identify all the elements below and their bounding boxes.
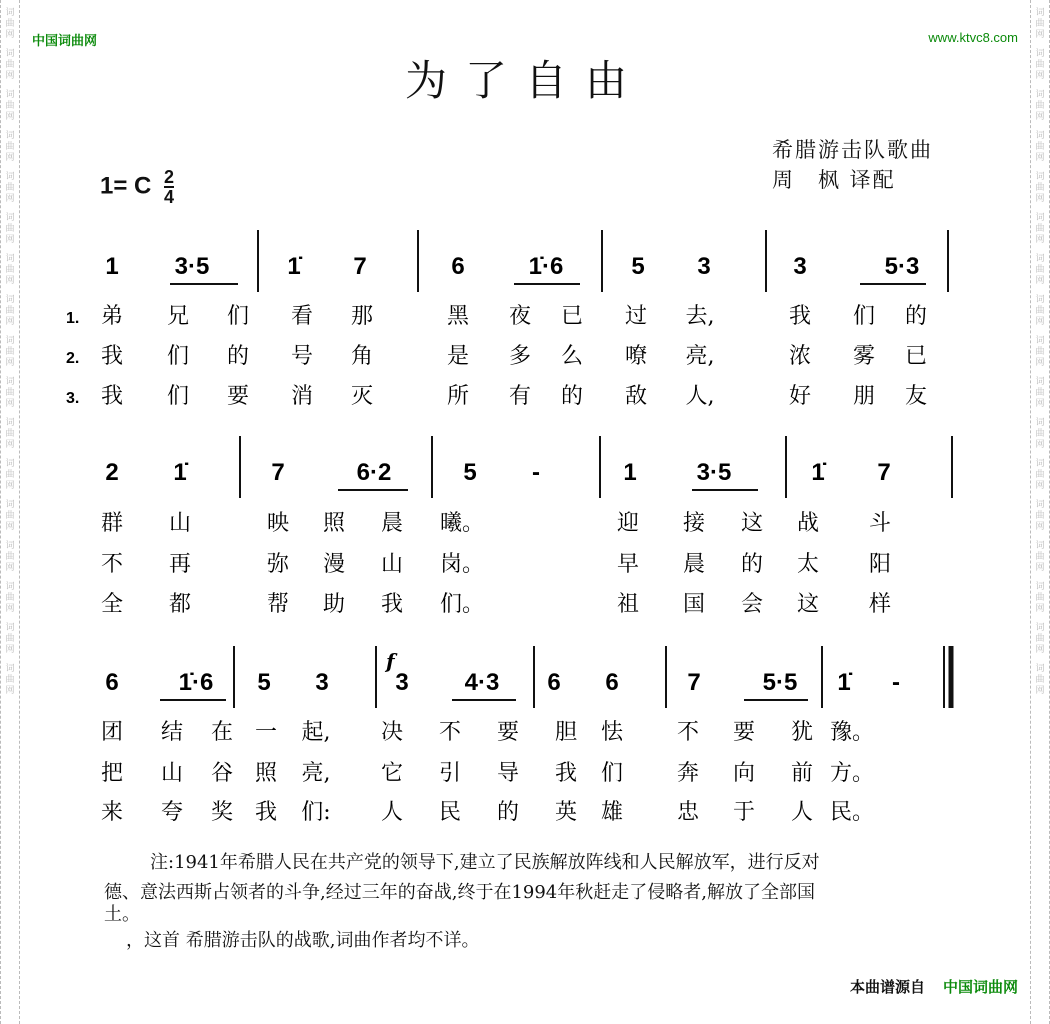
lyric-syllable: 的: [560, 384, 584, 409]
lyric-syllable: 斗: [868, 511, 892, 536]
lyric-syllable: 结: [160, 720, 184, 745]
lyric-syllable: 助: [322, 592, 346, 617]
lyric-syllable: 山: [160, 761, 184, 786]
lyric-syllable: 国: [682, 592, 706, 617]
side-watermark-text: 词 曲 网: [5, 623, 15, 655]
side-watermark-text: 词 曲 网: [1035, 377, 1045, 409]
lyric-syllable: 人: [790, 800, 814, 825]
lyric-syllable: 曦。: [439, 511, 485, 536]
lyric-syllable: 晨: [380, 511, 404, 536]
note: 1: [105, 253, 119, 280]
lyric-syllable: 团: [100, 720, 124, 745]
lyric-syllable: 向: [732, 761, 756, 786]
dynamic-mark: f: [386, 649, 395, 673]
lyric-syllable: 夸: [160, 800, 184, 825]
lyric-syllable: 的: [740, 552, 764, 577]
note: 3: [315, 669, 329, 696]
lyric-syllable: 不: [438, 720, 462, 745]
lyric-syllable: 怯: [600, 720, 624, 745]
lyric-syllable: 去,: [685, 304, 715, 329]
note: 7: [877, 459, 891, 486]
lyric-syllable: 太: [796, 552, 820, 577]
lyric-syllable: 于: [732, 800, 756, 825]
lyric-syllable: 决: [380, 720, 404, 745]
lyric-syllable: 们: [226, 304, 250, 329]
lyric-syllable: 亮,: [301, 761, 331, 786]
lyric-syllable: 要: [732, 720, 756, 745]
note: 1̇: [173, 459, 187, 486]
lyric-syllable: 夜: [508, 304, 532, 329]
source-footer: [850, 976, 1018, 997]
lyric-syllable: 的: [904, 304, 928, 329]
note: 7: [353, 253, 367, 280]
note: 6: [451, 253, 465, 280]
lyric-syllable: 所: [446, 384, 470, 409]
lyric-syllable: 忠: [676, 800, 700, 825]
side-watermark-text: 词 曲 网: [5, 254, 15, 286]
lyric-syllable: 接: [682, 511, 706, 536]
lyric-syllable: 么: [560, 344, 584, 369]
lyric-syllable: 早: [616, 552, 640, 577]
note: -: [532, 459, 540, 486]
lyric-syllable: 奔: [676, 761, 700, 786]
lyric-syllable: 照: [322, 511, 346, 536]
note: 5: [257, 669, 271, 696]
lyric-syllable: 敌: [624, 384, 648, 409]
lyric-syllable: 我: [100, 384, 124, 409]
lyric-syllable: 要: [226, 384, 250, 409]
lyric-syllable: 会: [740, 592, 764, 617]
lyric-syllable: 灭: [350, 384, 374, 409]
lyric-syllable: 民。: [829, 800, 875, 825]
note: 5·3: [884, 253, 920, 280]
note: 6: [547, 669, 561, 696]
note: 3: [697, 253, 711, 280]
lyric-syllable: 角: [350, 344, 374, 369]
lyric-syllable: 都: [168, 592, 192, 617]
side-watermark-text: 词 曲 网: [5, 213, 15, 245]
side-watermark-text: 词 曲 网: [5, 377, 15, 409]
lyric-syllable: 我: [554, 761, 578, 786]
verse-number: 1.: [66, 310, 80, 327]
lyric-syllable: 谷: [210, 761, 234, 786]
side-watermark-text: 词 曲 网: [5, 664, 15, 696]
side-watermark-text: 词 曲 网: [1035, 500, 1045, 532]
note: 3: [793, 253, 807, 280]
lyric-syllable: 奖: [210, 800, 234, 825]
lyric-syllable: 迎: [616, 511, 640, 536]
lyric-syllable: 好: [788, 384, 812, 409]
lyric-syllable: 兄: [166, 304, 190, 329]
side-watermark-text: 词 曲 网: [5, 49, 15, 81]
note: 3: [395, 669, 409, 696]
note: 1̇·6: [528, 253, 564, 280]
lyric-syllable: 山: [168, 511, 192, 536]
lyric-syllable: 号: [290, 344, 314, 369]
song-title: 为了自由: [404, 56, 645, 105]
side-watermark-text: 词 曲 网: [1035, 459, 1045, 491]
lyric-syllable: 战: [796, 511, 820, 536]
lyric-syllable: 过: [624, 304, 648, 329]
side-watermark-text: 词 曲 网: [5, 459, 15, 491]
verse-number: 3.: [66, 390, 80, 407]
lyric-syllable: 照: [254, 761, 278, 786]
lyric-syllable: 帮: [266, 592, 290, 617]
lyric-syllable: 人: [380, 800, 404, 825]
side-watermark-text: 词 曲 网: [5, 500, 15, 532]
lyric-syllable: 导: [496, 761, 520, 786]
key-text: 1= C: [100, 172, 152, 200]
note: 5: [463, 459, 477, 486]
side-watermark-text: 词 曲 网: [1035, 8, 1045, 40]
lyric-syllable: 们: [166, 344, 190, 369]
lyric-syllable: 方。: [829, 761, 875, 786]
lyric-syllable: 浓: [788, 344, 812, 369]
note: 3·5: [174, 253, 210, 280]
side-watermark-text: 词 曲 网: [5, 582, 15, 614]
lyric-syllable: 亮,: [685, 344, 715, 369]
note: 1̇·6: [178, 669, 214, 696]
lyric-syllable: 人,: [685, 384, 715, 409]
lyric-syllable: 山: [380, 552, 404, 577]
note: 2: [105, 459, 119, 486]
translator-credit: 周 枫 译配: [772, 168, 896, 192]
lyric-syllable: 一: [254, 720, 278, 745]
lyric-syllable: 英: [554, 800, 578, 825]
lyric-syllable: 黑: [446, 304, 470, 329]
lyric-syllable: 引: [438, 761, 462, 786]
lyric-syllable: 我: [254, 800, 278, 825]
lyric-syllable: 样: [868, 592, 892, 617]
lyric-syllable: 这: [740, 511, 764, 536]
lyric-syllable: 全: [100, 592, 124, 617]
side-watermark-text: 词 曲 网: [1035, 295, 1045, 327]
lyric-syllable: 多: [508, 344, 532, 369]
song-origin: 希腊游击队歌曲: [772, 138, 933, 162]
lyric-syllable: 不: [676, 720, 700, 745]
lyric-syllable: 再: [168, 552, 192, 577]
note: 5·5: [762, 669, 798, 696]
lyric-syllable: 前: [790, 761, 814, 786]
footnote-line2: 德、意法西斯占领者的斗争,经过三年的奋战,终于在1994年秋赶走了侵略者,解放了全部国: [104, 882, 815, 903]
side-watermark-text: 词 曲 网: [5, 336, 15, 368]
note: 7: [687, 669, 701, 696]
lyric-syllable: 晨: [682, 552, 706, 577]
side-watermark-text: 词 曲 网: [1035, 213, 1045, 245]
lyric-syllable: 消: [290, 384, 314, 409]
lyric-syllable: 雄: [600, 800, 624, 825]
lyric-syllable: 把: [100, 761, 124, 786]
note: 1̇: [811, 459, 825, 486]
note: 5: [631, 253, 645, 280]
lyric-syllable: 是: [446, 344, 470, 369]
lyric-syllable: 胆: [554, 720, 578, 745]
side-watermark-text: 词 曲 网: [5, 295, 15, 327]
side-watermark-text: 词 曲 网: [5, 172, 15, 204]
site-url-right[interactable]: www.ktvc8.com: [928, 30, 1018, 45]
side-watermark-text: 词 曲 网: [5, 90, 15, 122]
lyric-syllable: 我: [380, 592, 404, 617]
footnote-line3: 土。: [104, 904, 140, 925]
side-watermark-text: 词 曲 网: [5, 131, 15, 163]
side-watermark-text: 词 曲 网: [1035, 172, 1045, 204]
note: 6·2: [356, 459, 392, 486]
lyric-syllable: 要: [496, 720, 520, 745]
lyric-syllable: 那: [350, 304, 374, 329]
verse-number: 2.: [66, 350, 80, 367]
lyric-syllable: 起,: [301, 720, 331, 745]
lyric-syllable: 豫。: [829, 720, 875, 745]
note: 1: [623, 459, 637, 486]
lyric-syllable: 看: [290, 304, 314, 329]
lyric-syllable: 们: [166, 384, 190, 409]
side-watermark-text: 词 曲 网: [1035, 418, 1045, 450]
lyric-syllable: 弥: [266, 552, 290, 577]
side-watermark-text: 词 曲 网: [5, 541, 15, 573]
source-label: 本曲谱源自: [849, 979, 925, 996]
lyric-syllable: 的: [226, 344, 250, 369]
side-watermark-text: 词 曲 网: [1035, 131, 1045, 163]
note: 6: [105, 669, 119, 696]
lyric-syllable: 嘹: [624, 344, 648, 369]
lyric-syllable: 友: [904, 384, 928, 409]
note: 6: [605, 669, 619, 696]
side-watermark-text: 词 曲 网: [1035, 664, 1045, 696]
lyric-syllable: 漫: [322, 552, 346, 577]
lyric-syllable: 我: [100, 344, 124, 369]
lyric-syllable: 阳: [868, 552, 892, 577]
side-watermark-text: 词 曲 网: [1035, 582, 1045, 614]
lyric-syllable: 的: [496, 800, 520, 825]
lyric-syllable: 已: [904, 344, 928, 369]
side-watermark-text: 词 曲 网: [1035, 254, 1045, 286]
lyric-syllable: 朋: [852, 384, 876, 409]
lyric-syllable: 这: [796, 592, 820, 617]
side-watermark-text: 词 曲 网: [1035, 336, 1045, 368]
lyric-syllable: 来: [100, 800, 124, 825]
lyric-syllable: 雾: [852, 344, 876, 369]
lyric-syllable: 们:: [301, 800, 331, 825]
lyric-syllable: 已: [560, 304, 584, 329]
note: 4·3: [464, 669, 500, 696]
side-watermark-text: 词 曲 网: [5, 418, 15, 450]
side-watermark-text: 词 曲 网: [1035, 90, 1045, 122]
note: 1̇: [287, 253, 301, 280]
source-site[interactable]: 中国词曲网: [942, 979, 1018, 996]
footnote-line1: 注:1941年希腊人民在共产党的领导下,建立了民族解放阵线和人民解放军，进行反对: [150, 852, 820, 873]
footnote-line4: ，这首 希腊游击队的战歌,词曲作者均不详。: [126, 930, 480, 951]
time-top: 2: [164, 167, 175, 187]
side-watermark-text: 词 曲 网: [1035, 623, 1045, 655]
lyric-syllable: 它: [380, 761, 404, 786]
lyric-syllable: 在: [210, 720, 234, 745]
lyric-syllable: 弟: [100, 304, 124, 329]
lyric-syllable: 不: [100, 552, 124, 577]
time-bottom: 4: [164, 187, 175, 207]
note: -: [892, 669, 900, 696]
side-watermark-text: 词 曲 网: [1035, 541, 1045, 573]
lyric-syllable: 群: [100, 511, 124, 536]
note: 3·5: [696, 459, 732, 486]
note: 1̇: [837, 669, 851, 696]
lyric-syllable: 我: [788, 304, 812, 329]
side-watermark-text: 词 曲 网: [5, 8, 15, 40]
side-watermark-text: 词 曲 网: [1035, 49, 1045, 81]
lyric-syllable: 犹: [790, 720, 814, 745]
site-name-left[interactable]: 中国词曲网: [32, 33, 98, 48]
note: 7: [271, 459, 285, 486]
lyric-syllable: 有: [508, 384, 532, 409]
lyric-syllable: 岗。: [439, 552, 485, 577]
lyric-syllable: 民: [438, 800, 462, 825]
lyric-syllable: 们: [852, 304, 876, 329]
lyric-syllable: 们。: [439, 592, 485, 617]
lyric-syllable: 映: [266, 511, 290, 536]
lyric-syllable: 们: [600, 761, 624, 786]
lyric-syllable: 祖: [616, 592, 640, 617]
